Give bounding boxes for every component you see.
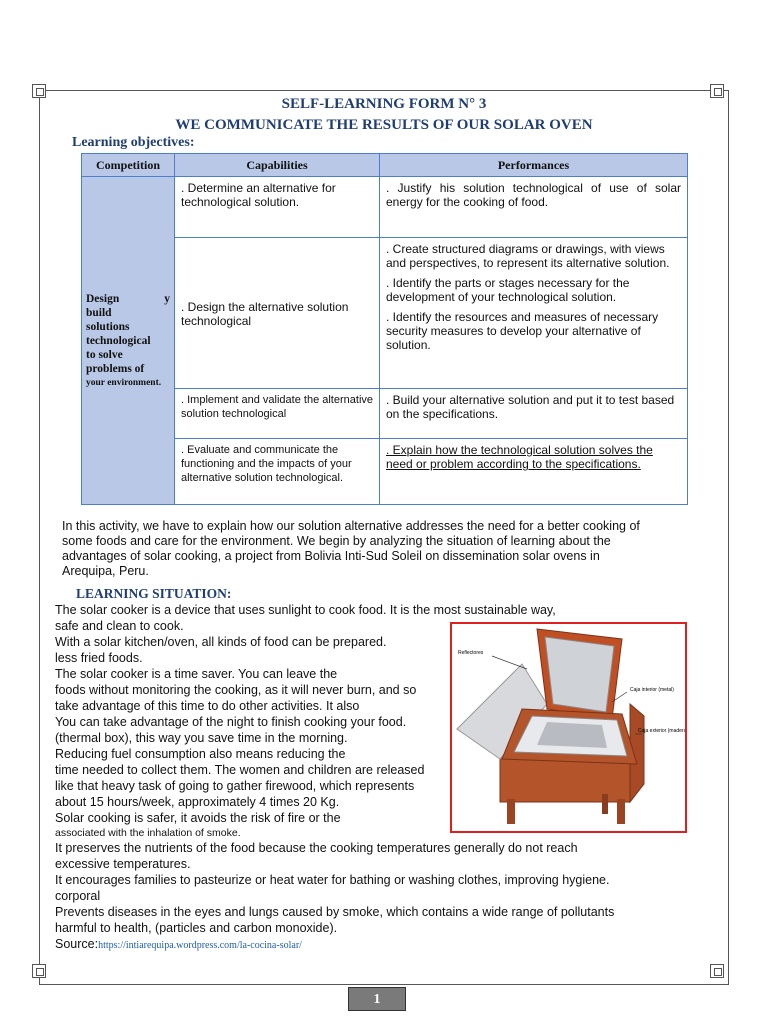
solar-oven-photo — [450, 622, 687, 833]
text-line: foods without monitoring the cooking, as it will never burn, and so — [55, 683, 417, 697]
corner-ornament — [32, 964, 46, 978]
corner-ornament — [710, 964, 724, 978]
table-row — [82, 177, 688, 238]
performance-item: . Create structured diagrams or drawings, with views and perspectives, to represent its alternative solution. — [386, 242, 670, 270]
outer-box-label: Caja exterior (madera) — [638, 728, 685, 734]
page-number: 1 — [348, 987, 406, 1011]
intro-paragraph: In this activity, we have to explain how our solution alternative addresses the need for a better cooking of some foods and care for the environment. We begin by analyzing the situation of learning about the advantages of solar cooking, a project from Bolivia Inti-Sud Soleil on dissemination solar ovens in Arequipa, Peru. — [62, 519, 640, 578]
table-header-row — [82, 154, 688, 177]
capability-cell: . Evaluate and communicate the functioning and the impacts of your alternative solution technological. — [175, 439, 380, 505]
performance-item: . Identify the parts or stages necessary for the development of your technological solution. — [386, 276, 630, 304]
text-line: Prevents diseases in the eyes and lungs caused by smoke, which contains a wide range of pollutants — [55, 905, 615, 919]
text-line: corporal — [55, 889, 101, 903]
source-label: Source: — [55, 937, 99, 951]
text-line: It preserves the nutrients of the food because the cooking temperatures generally do not reach — [55, 841, 578, 855]
capability-cell: . Implement and validate the alternative solution technological — [175, 389, 380, 439]
performance-cell: . Build your alternative solution and put it to test based on the specifications. — [380, 389, 688, 439]
column-header: Competition — [82, 154, 175, 177]
text-line: The solar cooker is a time saver. You can leave the — [55, 667, 338, 681]
inner-box-label: Caja interior (metal) — [630, 687, 674, 693]
form-subtitle: WE COMMUNICATE THE RESULTS OF OUR SOLAR OVEN — [175, 117, 593, 133]
source-link[interactable]: https://intiarequipa.wordpress.com/la-cocina-solar/ — [98, 940, 302, 951]
competition-line: your environment. — [86, 377, 162, 388]
text-line: time needed to collect them. The women and children are released — [55, 763, 425, 777]
text-line: safe and clean to cook. — [55, 619, 184, 633]
objectives-table — [81, 153, 688, 505]
text-line: like that heavy task of going to gather firewood, which represents — [55, 779, 415, 793]
text-line: The solar cooker is a device that uses sunlight to cook food. It is the most sustainable way, — [55, 603, 556, 617]
text-line: take advantage of this time to do other activities. It also — [55, 699, 360, 713]
text-line: about 15 hours/week, approximately 4 times 20 Kg. — [55, 795, 340, 809]
solar-oven-illustration — [452, 624, 685, 831]
competition-line: y — [164, 292, 170, 305]
objectives-label: Learning objectives: — [72, 135, 195, 150]
performance-cell — [380, 238, 688, 389]
competition-line: solutions — [86, 320, 130, 333]
competition-line: Design — [86, 292, 120, 305]
text-line: Reducing fuel consumption also means reducing the — [55, 747, 346, 761]
column-header: Capabilities — [175, 154, 380, 177]
competition-line: problems of — [86, 362, 145, 375]
capability-cell: . Design the alternative solution technological — [175, 238, 380, 389]
competition-line: to solve — [86, 348, 123, 361]
text-line: associated with the inhalation of smoke. — [55, 827, 241, 839]
column-header: Performances — [380, 154, 688, 177]
competition-line: build — [86, 306, 112, 319]
learning-situation-heading: LEARNING SITUATION: — [76, 586, 232, 601]
text-line: excessive temperatures. — [55, 857, 191, 871]
text-line: harmful to health, (particles and carbon monoxide). — [55, 921, 338, 935]
competition-line: technological — [86, 334, 151, 347]
source-line — [55, 936, 695, 954]
text-line: less fried foods. — [55, 651, 143, 665]
text-line: It encourages families to pasteurize or heat water for bathing or washing clothes, improving hygiene. — [55, 873, 610, 887]
capability-cell: . Determine an alternative for technological solution. — [175, 177, 380, 238]
performance-cell: . Explain how the technological solution solves the need or problem according to the specifications. — [380, 439, 688, 505]
text-line: (thermal box), this way you save time in the morning. — [55, 731, 348, 745]
performance-cell: . Justify his solution technological of use of solar energy for the cooking of food. — [380, 177, 688, 238]
performance-item: . Identify the resources and measures of necessary security measures to develop your alternative of solution. — [386, 310, 659, 352]
form-title: SELF-LEARNING FORM N° 3 — [281, 96, 487, 112]
reflector-label: Reflectores — [458, 650, 484, 656]
text-line: You can take advantage of the night to finish cooking your food. — [55, 715, 407, 729]
competition-cell — [82, 177, 175, 505]
text-line: With a solar kitchen/oven, all kinds of food can be prepared. — [55, 635, 387, 649]
text-line: Solar cooking is safer, it avoids the risk of fire or the — [55, 811, 341, 825]
